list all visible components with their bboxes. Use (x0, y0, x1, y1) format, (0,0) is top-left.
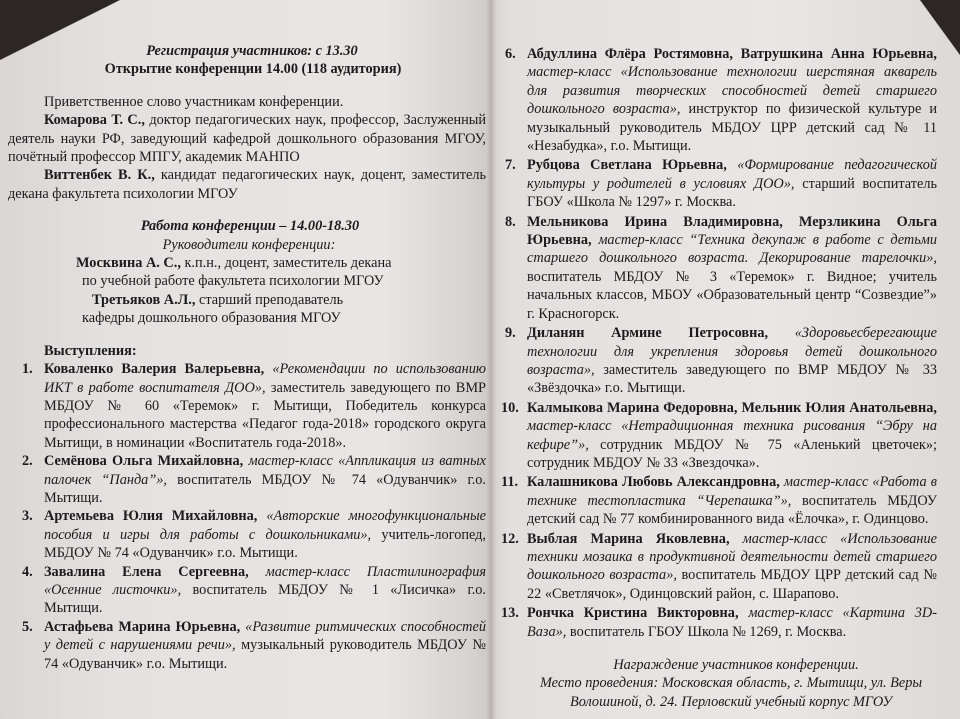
speaker-name: Виттенбек В. К., (44, 167, 155, 184)
speaker-name: Артемьева Юлия Михайловна, (44, 508, 258, 525)
speaker-description: доктор педагогических наук, профессор, Заслуженный деятель науки РФ, заведующий кафедрой дошкольного образования МГОУ, почётный профессор МПГУ, академик МАНПО (8, 112, 487, 166)
opening-time: Открытие конференции 14.00 (118 аудитория) (104, 61, 402, 78)
speaker-position: воспитатель МБДОУ детский сад № 77 комбинированного вида «Ёлочка», г. Одинцово. (527, 492, 937, 528)
talk-title: «Рекомендации по использованию ИКТ в работе воспитателя ДОО», (44, 361, 487, 396)
list-item: 8. Мельникова Ирина Владимировна, Мерзликина Ольга Юрьевна, мастер-класс “Техника декупаж в работе с детьми старшего дошкольного возраста. Декорирование тарелочки», воспитатель МБДОУ № 3 «Теремок» г. Видное; учитель начальных классов, МБОУ «Образовательный центр “Созвездие”» г. Красногорск. (505, 213, 938, 322)
leader-name: Москвина А. С., (76, 255, 181, 272)
list-item: 7. Рубцова Светлана Юрьевна, «Формирование педагогической культуры у родителей в условиях ДОО», старший воспитатель ГБОУ «Школа № 1297» г. Москва. (505, 157, 938, 211)
speaker-position: воспитатель МБДОУ № 3 «Теремок» г. Видное; учитель начальных классов, МБОУ «Образовательный центр “Созвездие”» г. Красногорск. (527, 268, 937, 322)
speaker-position: заместитель заведующего по ВМР МБДОУ № 60 «Теремок» г. Мытищи, Победитель конкурса профессионального мастерства «Педагог года-2018» городского округа Мытищи, в номинации «Воспитатель года-2018». (44, 379, 487, 451)
speaker-position: воспитатель МБДОУ № 1 «Лисичка» г.о. Мытищи. (44, 581, 486, 617)
speaker-name: Завалина Елена Сергеевна, (44, 563, 249, 580)
speaker-name: Диланян Армине Петросовна, (527, 325, 769, 342)
speaker-position: учитель-логопед, МБДОУ № 74 «Одуванчик» г.о. Мытищи. (44, 526, 487, 562)
leader-tretyakov-line2: кафедры дошкольного образования МГОУ (82, 310, 341, 327)
speaker-komarova (8, 111, 486, 166)
list-item: 2. Семёнова Ольга Михайловна, мастер-класс «Аппликация из ватных палочек “Панда”», воспитатель МБДОУ № 74 «Одуванчик» г.о. Мытищи. (22, 453, 486, 506)
leader-description: старший преподаватель (199, 291, 344, 308)
list-item: 5. Астафьева Марина Юрьевна, «Развитие ритмических способностей у детей с нарушениями речи», музыкальный руководитель МБДОУ № 74 «Одуванчик» г.о. Мытищи. (22, 618, 487, 672)
page-fold (486, 0, 496, 719)
talk-title: «Развитие ритмических способностей у детей с нарушениями речи», (44, 618, 486, 654)
talk-title: «Формирование педагогической культуры у родителей в условиях ДОО», (527, 157, 938, 192)
speaker-position: старший воспитатель ГБОУ «Школа № 1297» г. Москва. (527, 175, 938, 211)
venue: Место проведения: Московская область, г. Мытищи, ул. Веры Волошиной, д. 24. Перловский учебный корпус МГОУ (539, 675, 923, 710)
speaker-name: Абдуллина Флёра Ростямовна, Ватрушкина Анна Юрьевна, (527, 46, 937, 62)
talk-title: мастер-класс «Работа в технике тестопластика “Черепашка”», (527, 474, 937, 509)
award-ceremony: Награждение участников конференции. (613, 657, 859, 673)
speaker-position: инструктор по физической культуре и музыкальный руководитель МБДОУ ЦРР детский сад № 11 «Незабудка», г.о. Мытищи. (527, 101, 937, 155)
talk-title: мастер-класс Пластилинография «Осенние листочки», (44, 563, 487, 598)
leader-moskvina (8, 254, 486, 272)
speeches-heading: Выступления: (44, 342, 137, 359)
talk-title: мастер-класс «Нетрадиционная техника рисования “Эбру на кефире”», (527, 418, 937, 453)
talk-title: мастер-класс «Аппликация из ватных палочек “Панда”», (44, 453, 486, 488)
speaker-position: сотрудник МБДОУ № 75 «Аленький цветочек»; сотрудник МБДОУ № 33 «Звездочка». (527, 436, 937, 471)
list-item: 6. Абдуллина Флёра Ростямовна, Ватрушкина Анна Юрьевна, мастер-класс «Использование технологии шерстяная акварель для развития творческих способностей детей старшего дошкольного возраста», инструктор по физической культуре и музыкальный руководитель МБДОУ ЦРР детский сад № 11 «Незабудка», г.о. Мытищи. (505, 46, 937, 155)
list-item: 11. Калашникова Любовь Александровна, мастер-класс «Работа в технике тестопластика “Черепашка”», воспитатель МБДОУ детский сад № 77 комбинированного вида «Ёлочка», г. Одинцово. (501, 474, 937, 528)
speaker-name: Мельникова Ирина Владимировна, Мерзликина Ольга Юрьевна, (527, 213, 937, 249)
leader-moskvina-line2: по учебной работе факультета психологии МГОУ (82, 273, 384, 290)
talk-title: мастер-класс «Использование техники мозаика в продуктивной деятельности детей старшего дошкольного возраста», (527, 530, 937, 584)
speaker-name: Астафьева Марина Юрьевна, (44, 618, 241, 635)
leaders-heading: Руководители конференции: (162, 236, 336, 253)
list-item: 13. Рончка Кристина Викторовна, мастер-класс «Картина 3D-Ваза», воспитатель ГБОУ Школа № 1269, г. Москва. (501, 605, 937, 640)
right-page (501, 45, 938, 711)
speaker-description: кандидат педагогических наук, доцент, заместитель декана факультета психологии МГОУ (8, 167, 487, 202)
speeches-list (8, 360, 486, 673)
speaker-name: Комарова Т. С., (44, 112, 145, 129)
speaker-position: заместитель заведующего по ВМР МБДОУ № 33 «Звёздочка» г.о. Мытищи. (527, 361, 937, 397)
leader-name: Третьяков А.Л., (92, 291, 196, 308)
talk-title: мастер-класс “Техника декупаж в работе с детьми старшего дошкольного возраста. Декорирование тарелочки», (527, 232, 938, 267)
list-item: 3. Артемьева Юлия Михайловна, «Авторские многофункциональные пособия и игры для работы с дошкольниками», учитель-логопед, МБДОУ № 74 «Одуванчик» г.о. Мытищи. (22, 508, 487, 562)
list-item: 10. Калмыкова Марина Федоровна, Мельник Юлия Анатольевна, мастер-класс «Нетрадиционная техника рисования “Эбру на кефире”», сотрудник МБДОУ № 75 «Аленький цветочек»; сотрудник МБДОУ № 33 «Звездочка». (501, 399, 937, 471)
registration-time: Регистрация участников: с 13.30 (146, 43, 358, 59)
speaker-name: Рончка Кристина Викторовна, (527, 605, 739, 622)
speaker-name: Рубцова Светлана Юрьевна, (527, 157, 727, 174)
talk-title: мастер-класс «Картина 3D-Ваза», (527, 605, 937, 640)
list-item: 1. Коваленко Валерия Валерьевна, «Рекомендации по использованию ИКТ в работе воспитателя ДОО», заместитель заведующего по ВМР МБДОУ № 60 «Теремок» г. Мытищи, Победитель конкурса профессионального мастерства «Педагог года-2018» городского округа Мытищи, в номинации «Воспитатель года-2018». (22, 361, 487, 451)
speaker-name: Семёнова Ольга Михайловна, (44, 453, 244, 470)
welcome-heading: Приветственное слово участникам конференции. (44, 93, 344, 110)
leader-description: к.п.н., доцент, заместитель декана (184, 255, 392, 272)
talk-title: «Авторские многофункциональные пособия и игры для работы с дошкольниками», (44, 508, 486, 543)
work-hours: Работа конференции – 14.00-18.30 (140, 218, 360, 235)
speaker-name: Выблая Марина Яковлевна, (527, 530, 730, 547)
speaker-name: Коваленко Валерия Валерьевна, (44, 361, 265, 378)
left-page (8, 42, 486, 673)
speaker-name: Калмыкова Марина Федоровна, Мельник Юлия Анатольевна, (527, 399, 937, 416)
speaker-name: Калашникова Любовь Александровна, (527, 474, 780, 491)
speaker-position: воспитатель ГБОУ Школа № 1269, г. Москва. (569, 623, 847, 640)
talk-title: «Здоровьесберегающие технологии для укрепления здоровья детей дошкольного возраста», (527, 325, 937, 378)
list-item: 9. Диланян Армине Петросовна, «Здоровьесберегающие технологии для укрепления здоровья детей дошкольного возраста», заместитель заведующего по ВМР МБДОУ № 33 «Звёздочка» г.о. Мытищи. (505, 325, 937, 397)
speaker-vittenbek (8, 166, 486, 203)
talk-title: мастер-класс «Использование технологии шерстяная акварель для развития творческих способностей детей старшего дошкольного возраста», (527, 64, 937, 118)
list-item: 12. Выблая Марина Яковлевна, мастер-класс «Использование техники мозаика в продуктивной деятельности детей старшего дошкольного возраста», воспитатель МБДОУ ЦРР детский сад № 22 «Светлячок», Одинцовский район, с. Шарапово. (501, 530, 937, 602)
list-item: 4. Завалина Елена Сергеевна, мастер-класс Пластилинография «Осенние листочки», воспитатель МБДОУ № 1 «Лисичка» г.о. Мытищи. (22, 563, 487, 617)
speaker-position: воспитатель МБДОУ ЦРР детский сад № 22 «Светлячок», Одинцовский район, с. Шарапово. (527, 567, 937, 602)
leader-tretyakov (8, 291, 486, 309)
speaker-position: музыкальный руководитель МБДОУ № 74 «Одуванчик» г.о. Мытищи. (44, 637, 487, 672)
speaker-position: воспитатель МБДОУ № 74 «Одуванчик» г.о. Мытищи. (44, 471, 486, 506)
